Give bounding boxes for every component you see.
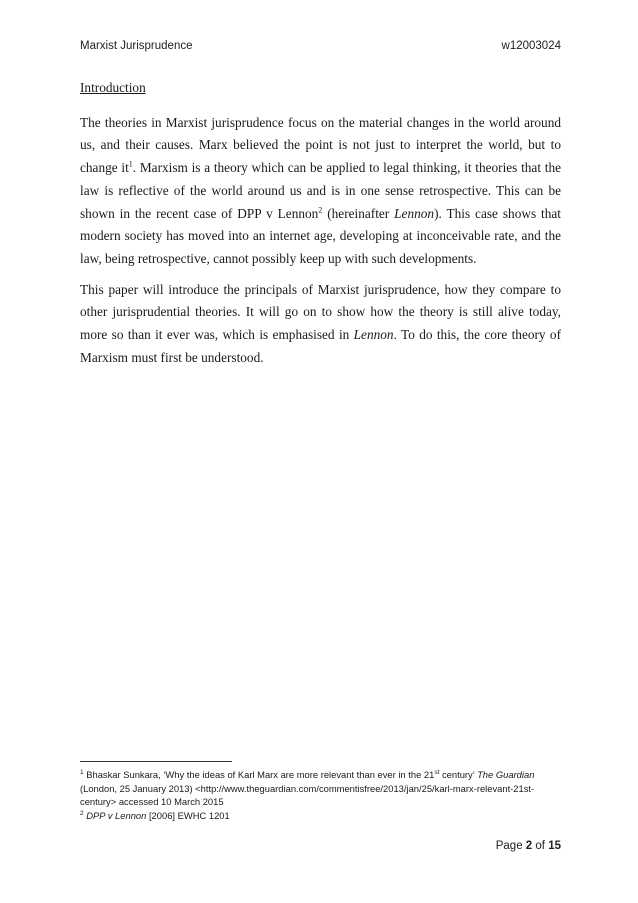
section-heading: Introduction	[80, 80, 146, 95]
footnote-1-ordinal: st	[434, 768, 440, 776]
p1-text-d: ). This case shows that modern society has moved into an internet age, developing at inconceivable rate, and the law, being retrospective, cannot possibly keep up with such developments.	[80, 205, 561, 266]
footnotes	[80, 768, 564, 822]
p2-case-name: Lennon	[353, 327, 394, 343]
p1-text-c: (hereinafter	[322, 205, 395, 221]
footnote-2-number: 2	[80, 809, 84, 817]
of-label: of	[535, 840, 545, 852]
footnote-2-citation: [2006] EWHC 1201	[146, 809, 230, 821]
p2-text-b: . To do this, the core theory of Marxism must first be understood.	[80, 327, 562, 365]
footnote-1-publication: The Guardian	[477, 769, 535, 780]
p2-text-a: This paper will introduce the principals of Marxist jurisprudence, how they compare to other jurisprudential theories. It will go on to show how the theory is still alive today, more so than it ever was, which is emphasised in	[80, 281, 561, 343]
page-label: Page	[495, 840, 523, 852]
footnote-1-text-c: (London, 25 January 2013) <http://www.theguardian.com/commentisfree/2013/jan/25/karl-marx-relevant-21st-century> accessed 10 March 2015	[80, 782, 535, 807]
paragraph-2	[80, 279, 561, 370]
footnote-ref-2[interactable]: 2	[318, 205, 323, 215]
header-title: Marxist Jurisprudence	[80, 40, 193, 52]
footnote-2-case-name: DPP v Lennon	[83, 809, 147, 821]
page-footer	[496, 840, 561, 852]
page-header	[80, 40, 561, 52]
p1-case-name: Lennon	[394, 205, 435, 221]
footnote-1-text-a: Bhaskar Sunkara, ‘Why the ideas of Karl Marx are more relevant than ever in the 21	[83, 769, 435, 780]
p1-text-b: . Marxism is a theory which can be applied to legal thinking, it theories that the law is reflective of the world around us and is in one sense retrospective. This can be shown in the recent case of DPP v Lennon	[80, 160, 561, 221]
footnote-1-text-b: century’	[439, 769, 478, 780]
main-content	[80, 77, 561, 377]
footnote-ref-1[interactable]: 1	[128, 159, 133, 169]
footnote-2	[80, 809, 564, 823]
paragraph-1	[80, 112, 561, 271]
page-total: 15	[548, 840, 561, 852]
footnote-1	[80, 768, 564, 809]
footnote-separator	[80, 761, 232, 762]
page-number: 2	[525, 840, 533, 852]
footnote-1-number: 1	[80, 768, 84, 776]
p1-text-a: The theories in Marxist jurisprudence focus on the material changes in the world around us, and their causes. Marx believed the point is not just to interpret the world, but to change it	[80, 114, 561, 176]
header-student-id: w12003024	[501, 40, 561, 52]
